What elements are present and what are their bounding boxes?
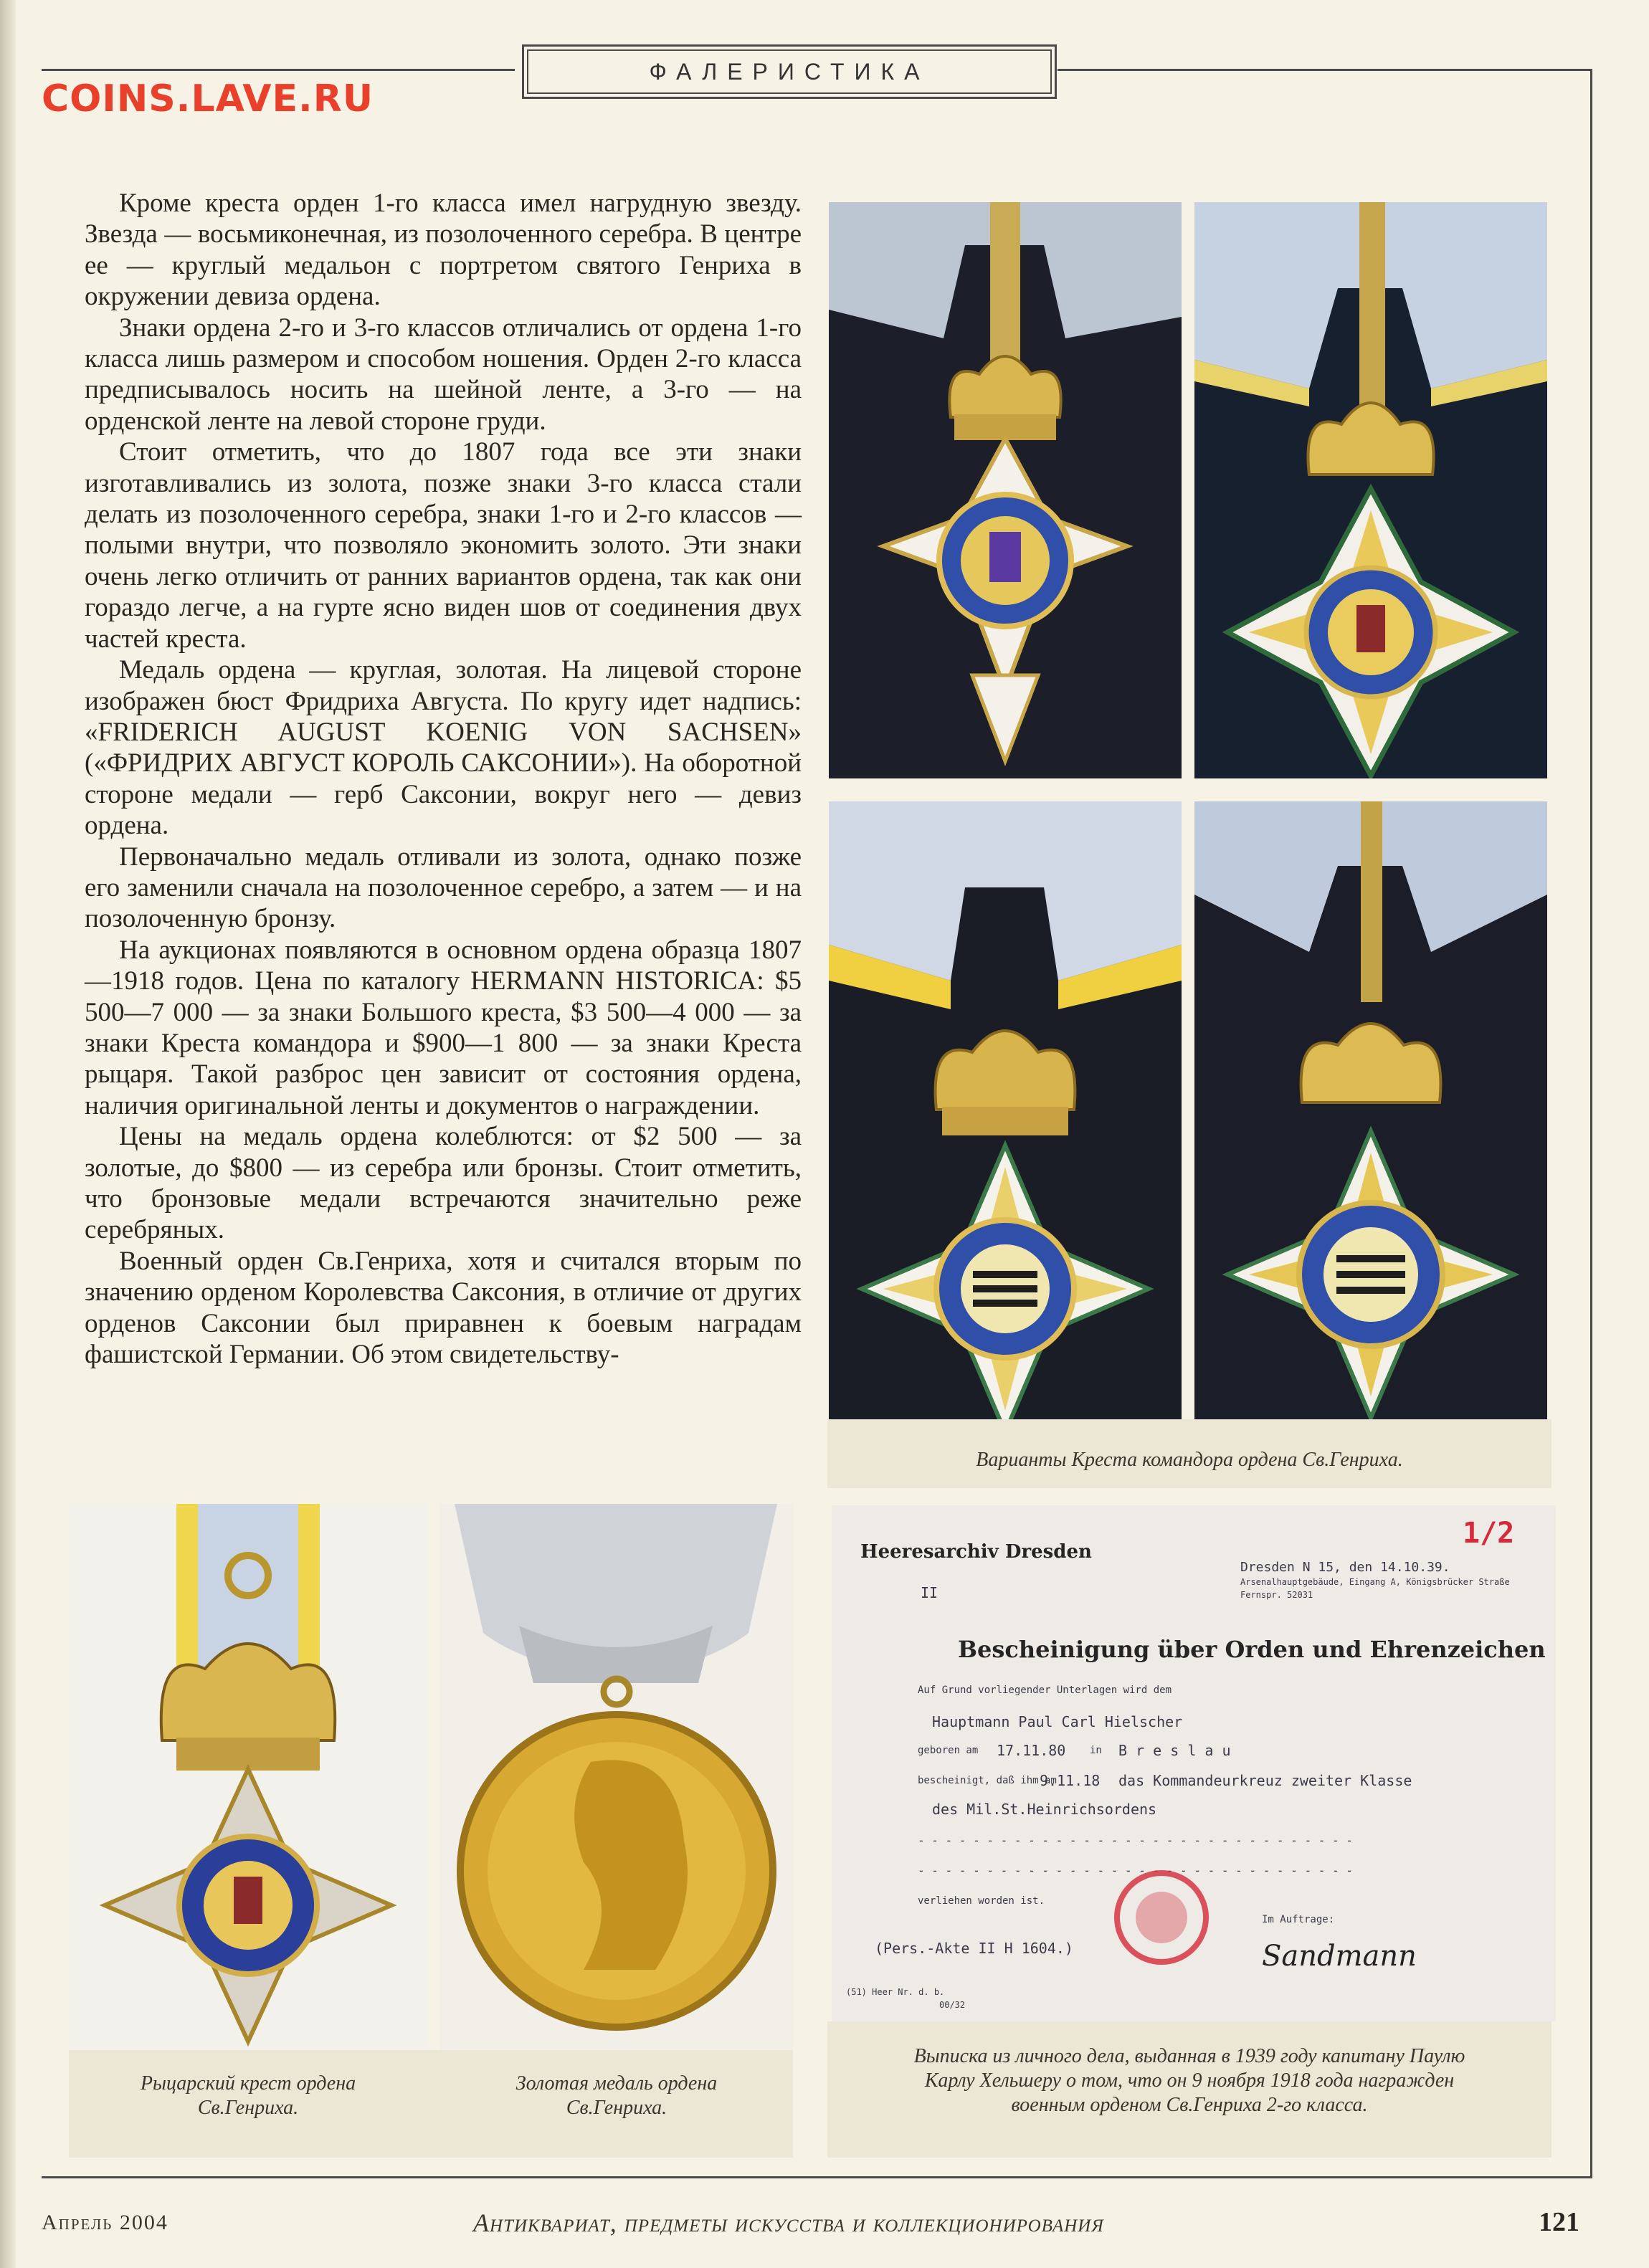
commander-cross-photo-4 [1194, 801, 1547, 1419]
commander-cross-photo-1 [829, 202, 1182, 778]
caption-document-line2: Карлу Хельшеру о том, что он 9 ноября 1918 года награжден [924, 2069, 1455, 2092]
caption-gold-medal-line1: Золотая медаль ордена [515, 2072, 718, 2095]
doc-line1: Auf Grund vorliegender Unterlagen wird dem [918, 1685, 1172, 1696]
paragraph: Знаки ордена 2-го и 3-го классов отличались от ордена 1-го класса лишь размером и способом ношения. Орден 2-го класса предписывалось носить на шейной ленте, а 3-го — на орденской ленте на левой стороне груди. [85, 313, 802, 436]
doc-cert-label: bescheinigt, daß ihm am [918, 1775, 1057, 1786]
page-number: 121 [1539, 2207, 1579, 2237]
footer-magazine-title: Антиквариат, предметы искусства и коллекционирования [473, 2209, 1104, 2237]
section-header-label: ФАЛЕРИСТИКА [649, 58, 930, 85]
doc-signature-label: Im Auftrage: [1262, 1914, 1335, 1925]
doc-award-date: 9.11.18 [1040, 1772, 1101, 1789]
paragraph: Военный орден Св.Генриха, хотя и считался вторым по значению орденом Королевства Саксония, в отличие от других орденов Саксонии был приравнен к боевым наградам фашистской Германии. Об этом свидетельству- [85, 1246, 802, 1370]
doc-signature: Sandmann [1262, 1940, 1417, 1973]
header-rule-left [42, 69, 515, 71]
caption-document-line1: Выписка из личного дела, выданная в 1939 году капитану Паулю [913, 2045, 1465, 2067]
doc-in-label: in [1090, 1745, 1102, 1756]
doc-phone: Fernspr. 52031 [1240, 1590, 1313, 1600]
commander-cross-photo-3 [829, 801, 1182, 1419]
section-header [522, 44, 1057, 99]
knight-cross-photo [69, 1504, 427, 2050]
caption-gold-medal [440, 2072, 793, 2120]
caption-knight-cross-line1: Рыцарский крест ордена [140, 2072, 356, 2095]
gold-medal-photo [440, 1504, 793, 2050]
paragraph: На аукционах появляются в основном ордена образца 1807—1918 годов. Цена по каталогу HERMANN HISTORICA: $5 500—7 000 — за знаки Большого креста, $3 500—4 000 — за знаки Креста командора и $900—1 800 — за знаки Креста рыцаря. Такой разброс цен зависит от состояния ордена, наличия оригинальной ленты и документов о награждении. [85, 935, 802, 1120]
doc-born-label: geboren am [918, 1745, 979, 1756]
footer-issue-date: Апрель 2004 [42, 2211, 168, 2234]
doc-title: Bescheinigung über Orden und Ehrenzeichen [958, 1636, 1546, 1663]
paragraph: Первоначально медаль отливали из золота, однако позже его заменили сначала на позолоченное серебро, а затем — и на позолоченную бронзу. [85, 842, 802, 934]
paragraph: Стоит отметить, что до 1807 года все эти знаки изготавливались из золота, позже знаки 3-го класса стали делать из позолоченного серебра, знаки 1-го и 2-го классов — полыми внутри, что позволяло экономить золото. Эти знаки очень легко отличить от ранних вариантов ордена, так как они гораздо легче, а на гурте ясно виден шов от соединения двух частей креста. [85, 437, 802, 654]
doc-archive-name: Heeresarchiv Dresden [860, 1541, 1092, 1563]
frame-bottom-rule [42, 2176, 1592, 2178]
doc-rank-name: Hauptmann Paul Carl Hielscher [932, 1713, 1183, 1730]
doc-born-date: 17.11.80 [997, 1742, 1066, 1759]
paragraph: Цены на медаль ордена колеблются: от $2 500 — за золотые, до $800 — из серебра или бронзы. Стоит отметить, что бронзовые медали встречаются значительно реже серебряных. [85, 1122, 802, 1245]
doc-form-no: (51) Heer Nr. d. b. [846, 1987, 945, 1997]
doc-handwritten-mark: 1/2 [1463, 1517, 1515, 1550]
caption-knight-cross-line2: Св.Генриха. [197, 2097, 299, 2119]
doc-roman: II [921, 1584, 938, 1601]
caption-commander-variants: Варианты Креста командора ордена Св.Генриха. [976, 1449, 1403, 1471]
doc-order-label: des Mil.St.Heinrichsordens [932, 1801, 1157, 1818]
caption-document-line3: военным орденом Св.Генриха 2-го класса. [1011, 2094, 1368, 2116]
paragraph: Медаль ордена — круглая, золотая. На лицевой стороне изображен бюст Фридриха Августа. По кругу идет надпись: «FRIDERICH AUGUST KOENIG VON SACHSEN» («ФРИДРИХ АВГУСТ КОРОЛЬ САКСОНИИ»). На оборотной стороне медали — герб Саксонии, вокруг него — девиз ордена. [85, 655, 802, 841]
doc-file-ref: (Pers.-Akte II H 1604.) [875, 1940, 1073, 1957]
article-body [85, 188, 802, 1370]
caption-gold-medal-line2: Св.Генриха. [566, 2097, 667, 2119]
page-gutter-shadow [0, 0, 16, 2268]
doc-born-place: B r e s l a u [1118, 1742, 1231, 1759]
header-rule-right [1058, 69, 1592, 71]
doc-form-no2: 00/32 [939, 2000, 966, 2010]
watermark: COINS.LAVE.RU [42, 77, 374, 120]
doc-place-date: Dresden N 15, den 14.10.39. [1240, 1560, 1450, 1575]
archive-document [832, 1505, 1556, 2021]
doc-award: das Kommandeurkreuz zweiter Klasse [1118, 1772, 1412, 1789]
caption-knight-cross [69, 2072, 427, 2120]
doc-dashes-2: - - - - - - - - - - - - - - - - - - - - - - - - - - - - - - - - [918, 1864, 1353, 1877]
paragraph: Кроме креста орден 1-го класса имел нагрудную звезду. Звезда — восьмиконечная, из позолоченного серебра. В центре ее — круглый медальон с портретом святого Генриха в окружении девиза ордена. [85, 189, 802, 312]
frame-right-rule [1590, 69, 1592, 2176]
doc-conferred: verliehen worden ist. [918, 1895, 1045, 1907]
doc-address: Arsenalhauptgebäude, Eingang A, Königsbrücker Straße [1240, 1577, 1510, 1587]
doc-dashes-1: - - - - - - - - - - - - - - - - - - - - - - - - - - - - - - - - [918, 1834, 1353, 1847]
caption-document [827, 2044, 1551, 2117]
red-stamp-icon [1104, 1864, 1219, 1971]
commander-cross-photo-2 [1194, 202, 1547, 778]
